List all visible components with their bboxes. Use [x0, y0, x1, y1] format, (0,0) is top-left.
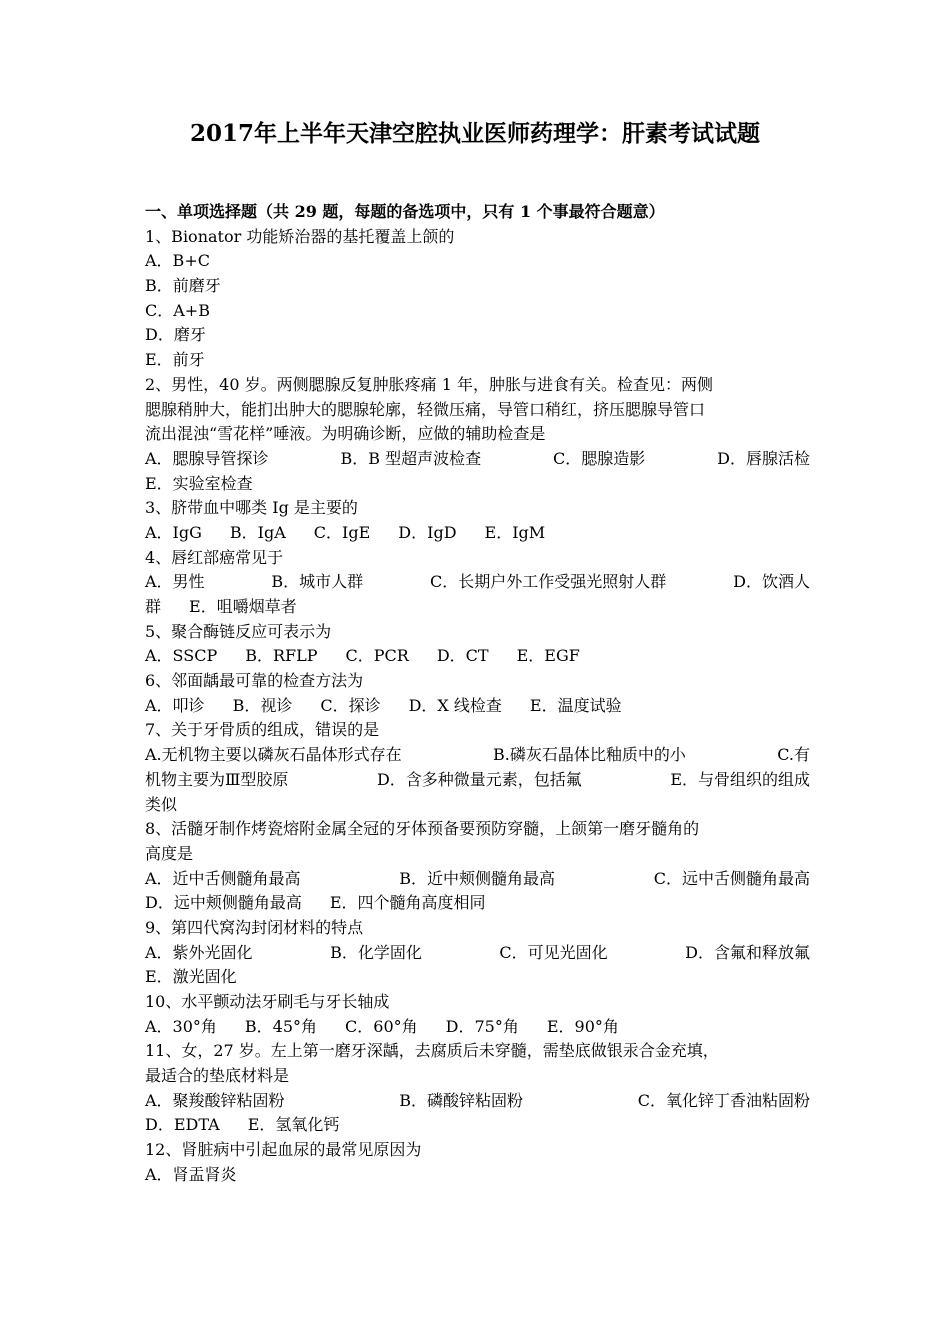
question-stem: 流出混浊“雪花样”唾液。为明确诊断，应做的辅助检查是 — [145, 424, 546, 444]
option: D．饮酒人 — [733, 572, 810, 592]
question-stem: 12、肾脏病中引起血尿的最常见原因为 — [145, 1140, 422, 1160]
option: 群 — [145, 597, 162, 616]
option: B．RFLP — [245, 646, 318, 666]
option: B.磷灰石晶体比釉质中的小 — [493, 745, 686, 765]
option-row — [145, 694, 810, 719]
option: B．前磨牙 — [145, 276, 221, 296]
question-stem: 5、聚合酶链反应可表示为 — [145, 621, 332, 641]
option: E．激光固化 — [145, 967, 237, 987]
option: D．唇腺活检 — [717, 448, 810, 468]
option: A．SSCP — [145, 646, 218, 666]
option-row — [145, 768, 810, 793]
option: E．氢氧化钙 — [247, 1115, 340, 1135]
option: E．与骨组织的组成 — [670, 769, 810, 789]
option-row — [145, 447, 810, 472]
option: A．IgG — [145, 522, 202, 542]
option: 机物主要为Ⅲ型胶原 — [145, 769, 289, 789]
option: A．腮腺导管探诊 — [145, 448, 269, 468]
question-stem: 6、邻面龋最可靠的检查方法为 — [145, 671, 364, 691]
question-stem: 9、第四代窝沟封闭材料的特点 — [145, 917, 364, 937]
option: E．实验室检查 — [145, 473, 253, 493]
question-stem: 4、唇红部癌常见于 — [145, 547, 284, 567]
option: B．B 型超声波检查 — [340, 448, 482, 468]
option: B．45°角 — [244, 1016, 318, 1036]
option: E．90°角 — [546, 1016, 619, 1036]
option-row — [145, 743, 810, 768]
option-row — [145, 941, 810, 966]
option-row — [145, 570, 810, 595]
option-row — [145, 1015, 810, 1040]
option: D．IgD — [398, 522, 457, 542]
option: A．聚羧酸锌粘固粉 — [145, 1090, 285, 1110]
question-stem: 腮腺稍肿大，能扪出肿大的腮腺轮廓，轻微压痛，导管口稍红，挤压腮腺导管口 — [145, 399, 706, 419]
option: D．含氟和释放氟 — [685, 942, 810, 962]
option: D．EDTA — [145, 1115, 220, 1135]
question-stem: 2、男性，40 岁。两侧腮腺反复肿胀疼痛 1 年，肿胀与进食有关。检查见：两侧 — [145, 374, 713, 394]
option: C．A+B — [145, 300, 210, 320]
option-row — [145, 891, 810, 916]
document-title: 2017年上半年天津空腔执业医师药理学：肝素考试试题 — [189, 120, 760, 147]
option: B．近中颊侧髓角最高 — [399, 868, 556, 888]
document-body — [145, 200, 810, 1188]
option: A．叩诊 — [145, 695, 205, 715]
option: B．磷酸锌粘固粉 — [399, 1090, 524, 1110]
option: B．城市人群 — [271, 572, 364, 592]
option-row — [145, 1089, 810, 1114]
option: C．远中舌侧髓角最高 — [653, 868, 810, 888]
option: E．咀嚼烟草者 — [189, 597, 297, 616]
option: C．腮腺造影 — [552, 448, 646, 468]
option: E．四个髓角高度相同 — [329, 893, 486, 913]
option: E．温度试验 — [529, 695, 622, 715]
question-stem: 10、水平颤动法牙刷毛与牙长轴成 — [145, 992, 390, 1011]
question-stem: 1、Bionator 功能矫治器的基托覆盖上颌的 — [145, 226, 455, 246]
option: D．CT — [436, 646, 489, 666]
option: C．氧化锌丁香油粘固粉 — [637, 1090, 810, 1110]
option: C．IgE — [313, 522, 371, 542]
question-stem: 3、脐带血中哪类 Ig 是主要的 — [145, 498, 358, 518]
option: D．磨牙 — [145, 325, 206, 345]
option-row — [145, 644, 810, 669]
option: C．探诊 — [320, 695, 381, 715]
option-row — [145, 521, 810, 546]
option: A．近中舌侧髓角最高 — [145, 868, 301, 888]
question-stem: 8、活髓牙制作烤瓷熔附金属全冠的牙体预备要预防穿髓，上颌第一磨牙髓角的 — [145, 819, 700, 839]
question-stem: 11、女，27 岁。左上第一磨牙深龋，去腐质后未穿髓，需垫底做银汞合金充填， — [145, 1041, 719, 1061]
option: A．紫外光固化 — [145, 942, 253, 962]
option: E．IgM — [484, 522, 546, 542]
option: C．长期户外工作受强光照射人群 — [430, 572, 667, 592]
option-row — [145, 595, 810, 620]
question-stem: 最适合的垫底材料是 — [145, 1066, 290, 1086]
option: A．B+C — [145, 251, 210, 271]
option: B．视诊 — [232, 695, 293, 715]
option: 类似 — [145, 794, 178, 814]
option: B．化学固化 — [330, 942, 422, 962]
option-row — [145, 1113, 810, 1138]
option: D．远中颊侧髓角最高 — [145, 893, 302, 913]
option: D．含多种微量元素，包括氟 — [376, 769, 582, 789]
option: C.有 — [777, 745, 810, 765]
option: E．EGF — [516, 646, 580, 666]
option: A.无机物主要以磷灰石晶体形式存在 — [145, 745, 402, 765]
option: A．30°角 — [145, 1016, 217, 1036]
option: A．肾盂肾炎 — [145, 1164, 237, 1184]
option: C．PCR — [345, 646, 409, 666]
question-stem: 7、关于牙骨质的组成，错误的是 — [145, 720, 380, 740]
option: B．IgA — [229, 522, 286, 542]
option: A．男性 — [145, 572, 205, 592]
option: D．75°角 — [445, 1016, 519, 1036]
option: D．X 线检查 — [408, 695, 502, 715]
option: C．60°角 — [345, 1016, 418, 1036]
option-row — [145, 867, 810, 892]
option: E．前牙 — [145, 350, 205, 370]
section-heading: 一、单项选择题（共 29 题，每题的备选项中，只有 1 个事最符合题意） — [145, 202, 665, 221]
question-stem: 高度是 — [145, 843, 194, 863]
option: C．可见光固化 — [499, 942, 608, 962]
